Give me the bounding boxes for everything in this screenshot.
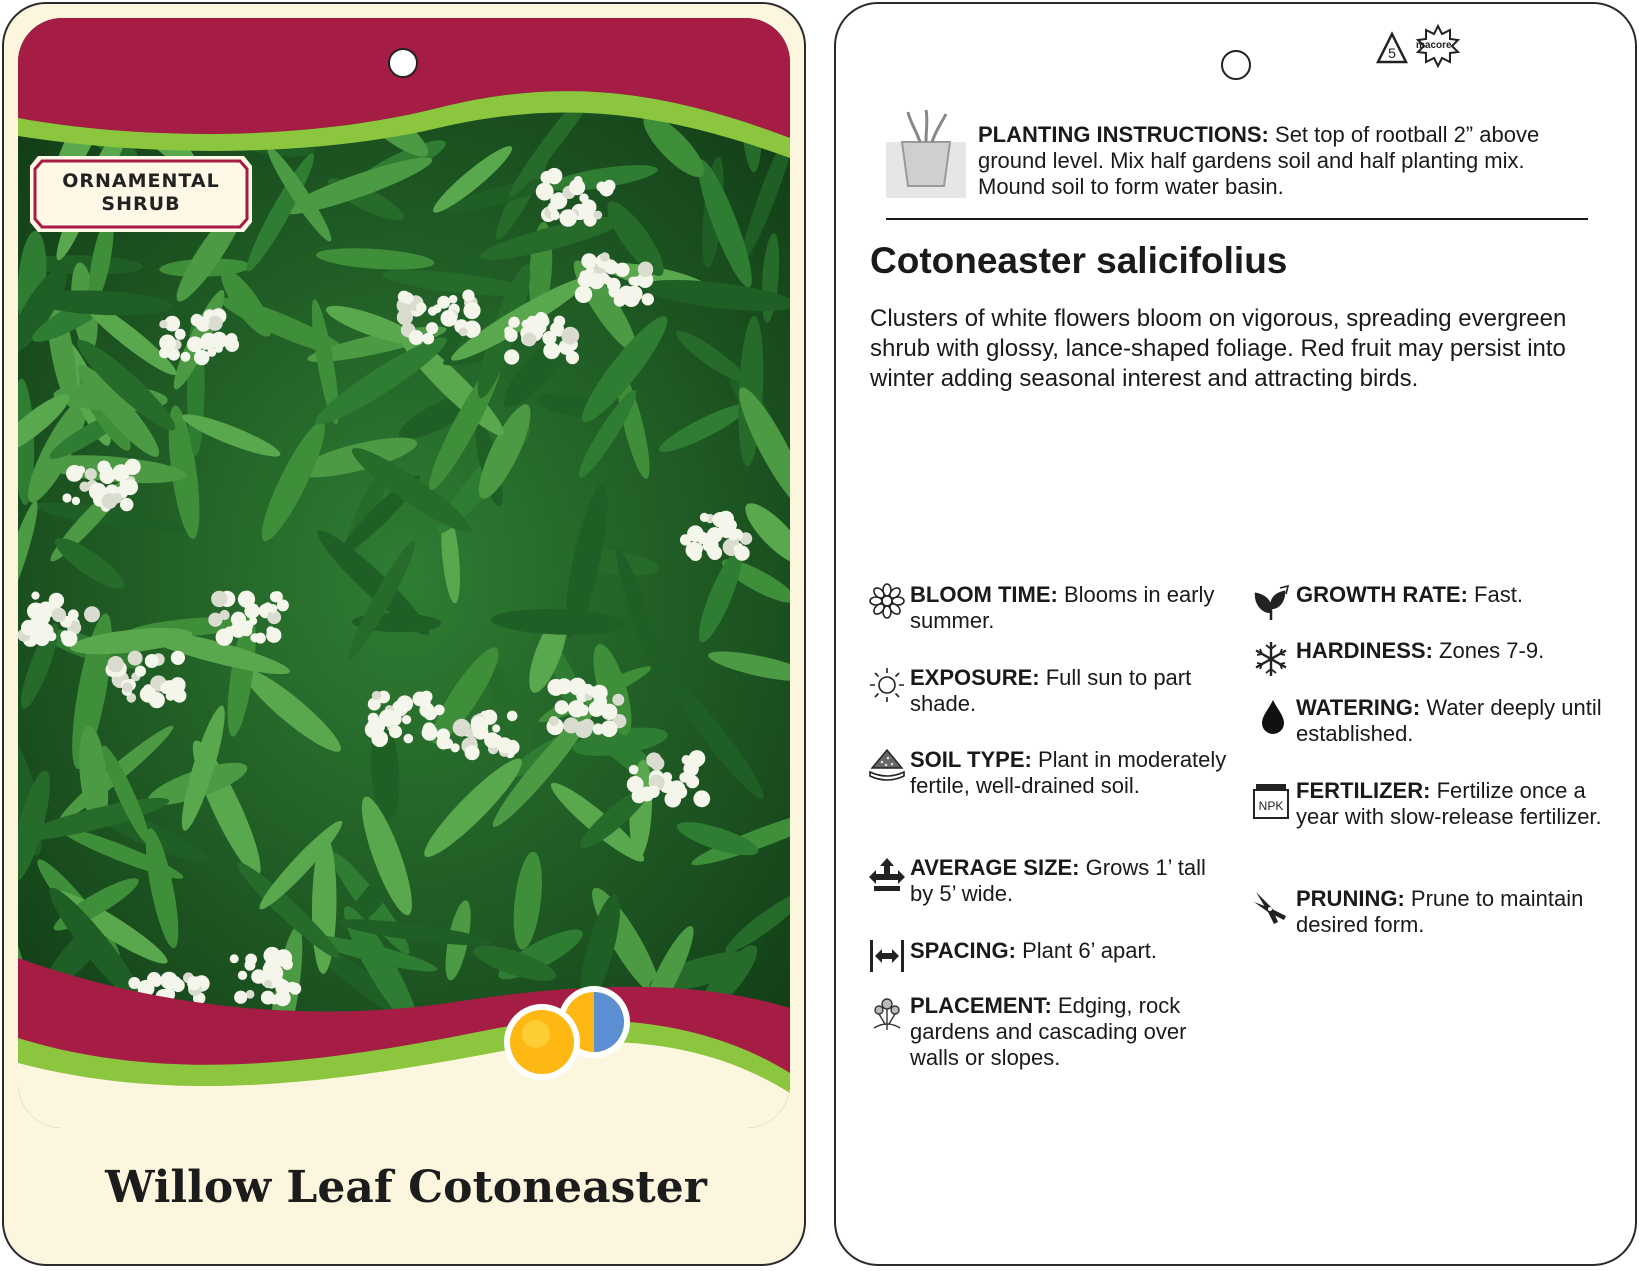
flower-floret — [250, 633, 259, 642]
front-tag — [2, 2, 806, 1266]
flower-floret — [559, 209, 577, 227]
flower-floret — [171, 651, 185, 665]
flower-floret — [581, 253, 597, 269]
flower-floret — [122, 682, 132, 692]
flower-floret — [566, 351, 579, 364]
flower-floret — [175, 682, 185, 692]
flower-floret — [629, 765, 639, 775]
flower-floret — [367, 717, 385, 735]
flower-floret — [372, 691, 381, 700]
flower-floret — [249, 617, 257, 625]
common-name: Willow Leaf Cotoneaster — [105, 1162, 707, 1213]
flower-floret — [603, 276, 612, 285]
flower-floret — [728, 530, 739, 541]
flower-floret — [536, 183, 554, 201]
pruners-icon — [1252, 888, 1290, 926]
flower-floret — [546, 168, 562, 184]
flower-floret — [416, 302, 427, 313]
flower-floret — [522, 332, 536, 346]
flower-floret — [697, 532, 709, 544]
flower-floret — [175, 329, 186, 340]
flower-floret — [579, 193, 588, 202]
flower-floret — [601, 704, 617, 720]
flower-floret — [442, 738, 453, 749]
flower-floret — [646, 752, 661, 767]
flower-floret — [614, 294, 626, 306]
flower-floret — [171, 979, 184, 992]
average-size: AVERAGE SIZE: Grows 1’ tall by 5’ wide. — [910, 855, 1206, 906]
flower-floret — [555, 700, 569, 714]
flower-floret — [423, 722, 436, 735]
flower-floret — [135, 666, 146, 677]
flower-floret — [63, 636, 72, 645]
flower-floret — [128, 651, 143, 666]
flower-floret — [463, 302, 480, 319]
flower-floret — [708, 546, 722, 560]
hardiness: HARDINESS: Zones 7-9. — [1296, 638, 1545, 663]
flower-floret — [593, 723, 604, 734]
flower-floret — [569, 179, 585, 195]
flower-floret — [264, 947, 281, 964]
flower-floret — [402, 715, 411, 724]
flower-floret — [689, 548, 702, 561]
flower-floret — [102, 493, 118, 509]
flower-floret — [549, 716, 559, 726]
flower-floret — [676, 783, 685, 792]
flower-floret — [561, 327, 579, 345]
flower-floret — [575, 286, 592, 303]
flower-floret — [718, 511, 734, 527]
flower-floret — [550, 211, 560, 221]
recycle-number: 5 — [1388, 45, 1396, 61]
flower-floret — [409, 330, 424, 345]
npk-icon — [1252, 782, 1290, 820]
flower-floret — [194, 350, 209, 365]
hang-hole — [1221, 50, 1251, 80]
flower-floret — [187, 336, 203, 352]
flower-floret — [276, 980, 291, 995]
flower-floret — [31, 592, 39, 600]
flower-floret — [120, 479, 129, 488]
flower-floret — [579, 705, 589, 715]
flower-floret — [27, 603, 45, 621]
flower-floret — [145, 654, 159, 668]
growth-rate: GROWTH RATE: Fast. — [1296, 582, 1523, 607]
flower-floret — [266, 628, 281, 643]
flower-floret — [548, 202, 558, 212]
spacing-icon — [868, 936, 906, 974]
flower-floret — [575, 721, 593, 739]
flower-floret — [441, 310, 458, 327]
flower-floret — [426, 322, 438, 334]
flower-floret — [168, 348, 180, 360]
flower-floret — [208, 316, 223, 331]
flower-floret — [289, 983, 301, 995]
bloom-time: BLOOM TIME: Blooms in early summer. — [910, 582, 1215, 633]
snowflake-icon — [1252, 640, 1290, 678]
flower-floret — [686, 775, 699, 788]
flower-floret — [543, 342, 560, 359]
flower-floret — [638, 262, 653, 277]
flower-floret — [507, 711, 518, 722]
flower-floret — [404, 734, 414, 744]
flower-floret — [600, 252, 610, 262]
flower-floret — [593, 211, 602, 220]
full-sun-icon — [504, 1004, 580, 1080]
flower-floret — [199, 316, 210, 327]
exposure-icons — [502, 984, 638, 1084]
flower-floret — [216, 629, 233, 646]
flower-floret — [536, 312, 546, 322]
flower-floret — [68, 609, 79, 620]
flower-floret — [497, 737, 513, 753]
flower-floret — [492, 724, 500, 732]
flower-floret — [505, 329, 518, 342]
flower-floret — [238, 971, 247, 980]
flower-floret — [459, 327, 468, 336]
flower-floret — [211, 591, 227, 607]
flower-floret — [467, 330, 475, 338]
flower-floret — [128, 977, 140, 989]
flower-floret — [588, 273, 604, 289]
flower-floret — [434, 705, 445, 716]
watering: WATERING: Water deeply until established. — [1296, 695, 1602, 746]
flower-floret — [263, 603, 272, 612]
flower-floret — [166, 321, 175, 330]
divider — [886, 218, 1588, 220]
flower-floret — [389, 725, 402, 738]
flower-floret — [693, 790, 710, 807]
spacing: SPACING: Plant 6’ apart. — [910, 938, 1157, 963]
flower-floret — [583, 684, 592, 693]
pruning: PRUNING: Prune to maintain desired form. — [1296, 886, 1584, 937]
soil-type: SOIL TYPE: Plant in moderately fertile, well-drained soil. — [910, 747, 1227, 798]
flower-floret — [397, 695, 414, 712]
flower-floret — [465, 748, 474, 757]
flower-floret — [79, 482, 89, 492]
flower-floret — [84, 606, 100, 622]
size-icon — [868, 856, 906, 894]
fertilizer: FERTILIZER: Fertilize once a year with slow-release fertilizer. — [1296, 778, 1602, 829]
flower-floret — [647, 786, 659, 798]
flower-floret — [62, 493, 71, 502]
flower-floret — [112, 464, 129, 481]
category-label: ORNAMENTAL SHRUB — [62, 170, 220, 215]
exposure: EXPOSURE: Full sun to part shade. — [910, 665, 1192, 716]
planting-instructions: PLANTING INSTRUCTIONS: Set top of rootball 2” above ground level. Mix half gardens soil and half planting mix. Mound soil to form water basin. — [978, 122, 1540, 199]
flower-floret — [277, 599, 289, 611]
flower-floret — [422, 333, 434, 345]
flower-floret — [159, 320, 167, 328]
flower-floret — [270, 591, 281, 602]
placement: PLACEMENT: Edging, rock gardens and cascading over walls or slopes. — [910, 993, 1187, 1070]
flower-floret — [34, 618, 43, 627]
plant-description: Clusters of white flowers bloom on vigorous, spreading evergreen shrub with glossy, lance-shaped foliage. Red fruit may persist into winter adding seasonal interest and attracting birds. — [870, 305, 1567, 392]
flower-floret — [462, 290, 474, 302]
flower-floret — [245, 960, 256, 971]
flower-floret — [108, 656, 124, 672]
flower-floret — [238, 591, 255, 608]
flower-floret — [612, 694, 624, 706]
flower-floret — [700, 513, 709, 522]
flower-floret — [187, 976, 201, 990]
flower-floret — [140, 686, 157, 703]
flower-floret — [665, 793, 678, 806]
flower-floret — [604, 260, 618, 274]
sprout-icon — [1252, 584, 1290, 622]
flower-floret — [578, 275, 590, 287]
flower-floret — [504, 349, 519, 364]
flower-floret — [72, 497, 80, 505]
flower-floret — [630, 784, 640, 794]
flower-floret — [421, 696, 431, 706]
flower-floret — [162, 680, 177, 695]
flower-floret — [147, 972, 161, 986]
flower-floret — [180, 352, 190, 362]
flower-floret — [234, 991, 247, 1004]
flower-floret — [207, 348, 216, 357]
flower-floret — [556, 678, 572, 694]
flower-floret — [52, 608, 66, 622]
flower-floret — [586, 267, 594, 275]
flower-floret — [642, 293, 654, 305]
back-tag — [834, 2, 1637, 1266]
flower-floret — [85, 468, 97, 480]
soil-icon — [868, 746, 906, 784]
flower-floret — [233, 622, 245, 634]
flower-floret — [596, 182, 607, 193]
sun-icon — [868, 666, 906, 704]
flower-floret — [264, 980, 272, 988]
flower-floret — [682, 755, 692, 765]
flower-floret — [251, 969, 266, 984]
flower-floret — [707, 527, 723, 543]
placement-icon — [868, 996, 906, 1034]
flower-floret — [66, 465, 83, 482]
hang-hole — [388, 48, 418, 78]
botanical-name: Cotoneaster salicifolius — [870, 240, 1288, 281]
flower-floret — [230, 954, 239, 963]
flower-floret — [201, 341, 210, 350]
flower-floret — [120, 498, 133, 511]
flower-floret — [220, 610, 230, 620]
flower-floret — [226, 333, 238, 345]
planting-pot-icon — [886, 108, 966, 198]
flower-floret — [509, 317, 520, 328]
water-drop-icon — [1254, 698, 1292, 736]
flower-floret — [689, 750, 706, 767]
flower-floret — [471, 716, 489, 734]
flower-floret — [428, 307, 437, 316]
macore-logo: macore — [1416, 40, 1452, 51]
svg-text:NPK: NPK — [1258, 799, 1284, 813]
flower-floret — [402, 292, 414, 304]
flower-icon — [868, 582, 906, 620]
flower-floret — [34, 631, 49, 646]
